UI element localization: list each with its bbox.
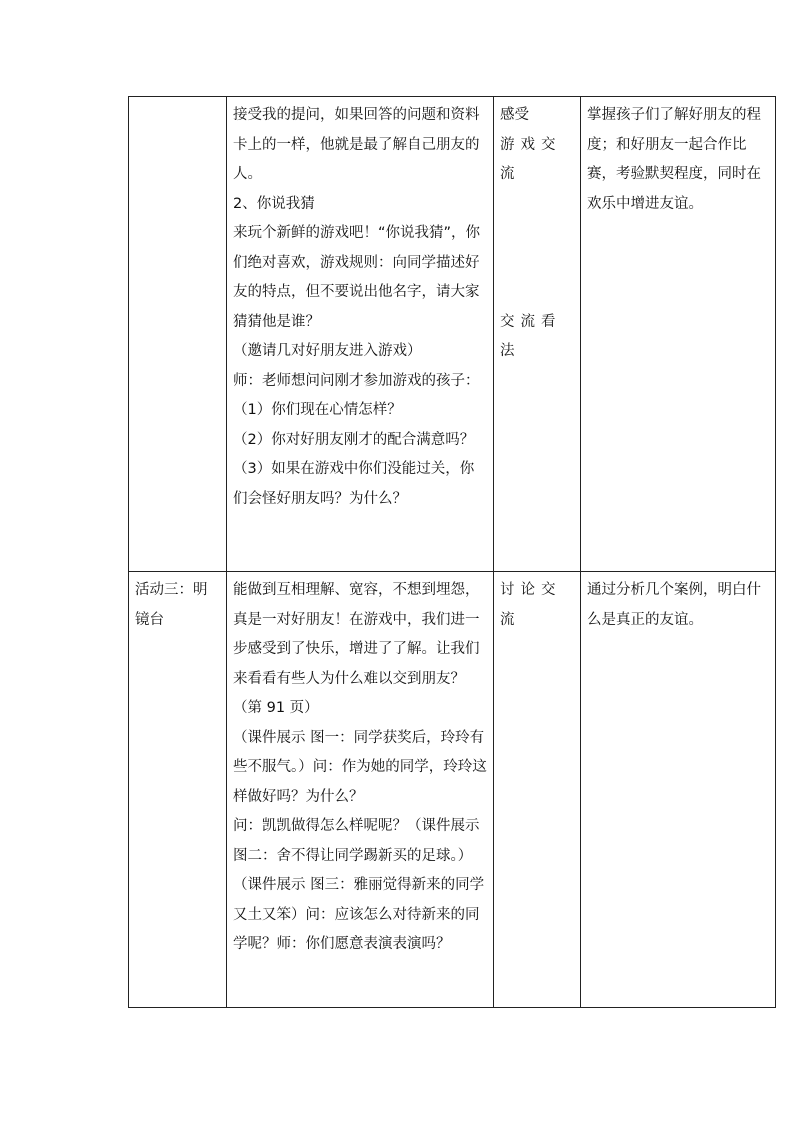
student-activity-text: 感受 bbox=[500, 107, 529, 123]
process-paragraph: 能做到互相理解、宽容，不想到埋怨，真是一对好朋友！在游戏中，我们进一步感受到了快乐，增进了了解。让我们来看看有些人为什么难以交到朋友？（第 91 页） bbox=[233, 582, 480, 716]
lesson-plan-table bbox=[128, 96, 776, 1008]
spacer bbox=[500, 190, 574, 308]
design-intent-cell bbox=[581, 572, 776, 1008]
activity-title: 活动三：明镜台 bbox=[135, 582, 208, 628]
process-paragraph: 来玩个新鲜的游戏吧！“你说我猜”，你们绝对喜欢，游戏规则：向同学描述好友的特点，但不要说出他名字，请大家猜猜他是谁？ bbox=[233, 225, 481, 330]
activity-cell bbox=[129, 97, 227, 572]
process-paragraph: 2、你说我猜 bbox=[233, 195, 315, 212]
student-activity-text: 交流看法 bbox=[500, 313, 562, 359]
process-paragraph: （课件展示 图三：雅丽觉得新来的同学又土又笨）问：应该怎么对待新来的同学呢？师：你们愿意表演表演吗？ bbox=[233, 877, 485, 952]
table-row bbox=[129, 97, 776, 572]
process-paragraph: （课件展示 图一：同学获奖后，玲玲有些不服气。）问：作为她的同学，玲玲这样做好吗？为什么？ bbox=[233, 729, 487, 805]
student-activity-text: 游戏交流 bbox=[500, 136, 562, 182]
student-activity-cell bbox=[494, 572, 581, 1008]
activity-cell bbox=[129, 572, 227, 1008]
student-activity-text: 讨论交流 bbox=[500, 582, 562, 628]
table-row bbox=[129, 572, 776, 1008]
process-paragraph: 问：凯凯做得怎么样呢呢？（课件展示 图二：舍不得让同学踢新买的足球。） bbox=[233, 818, 480, 864]
process-paragraph: （3）如果在游戏中你们没能过关，你们会怪好朋友吗？为什么？ bbox=[233, 461, 475, 507]
teaching-process-cell bbox=[227, 572, 494, 1008]
process-paragraph: 师：老师想问问刚才参加游戏的孩子： bbox=[233, 372, 480, 389]
design-intent-text: 掌握孩子们了解好朋友的程度；和好朋友一起合作比赛，考验默契程度，同时在欢乐中增进友谊。 bbox=[587, 107, 761, 212]
process-paragraph: （邀请几对好朋友进入游戏） bbox=[233, 343, 422, 359]
process-paragraph: （1）你们现在心情怎样？ bbox=[233, 402, 402, 418]
student-activity-cell bbox=[494, 97, 581, 572]
design-intent-cell bbox=[581, 97, 776, 572]
design-intent-text: 通过分析几个案例，明白什么是真正的友谊。 bbox=[587, 582, 761, 628]
teaching-process-cell bbox=[227, 97, 494, 572]
process-paragraph: （2）你对好朋友刚才的配合满意吗？ bbox=[233, 431, 475, 448]
process-paragraph: 接受我的提问，如果回答的问题和资料卡上的一样，他就是最了解自己朋友的人。 bbox=[233, 107, 480, 182]
